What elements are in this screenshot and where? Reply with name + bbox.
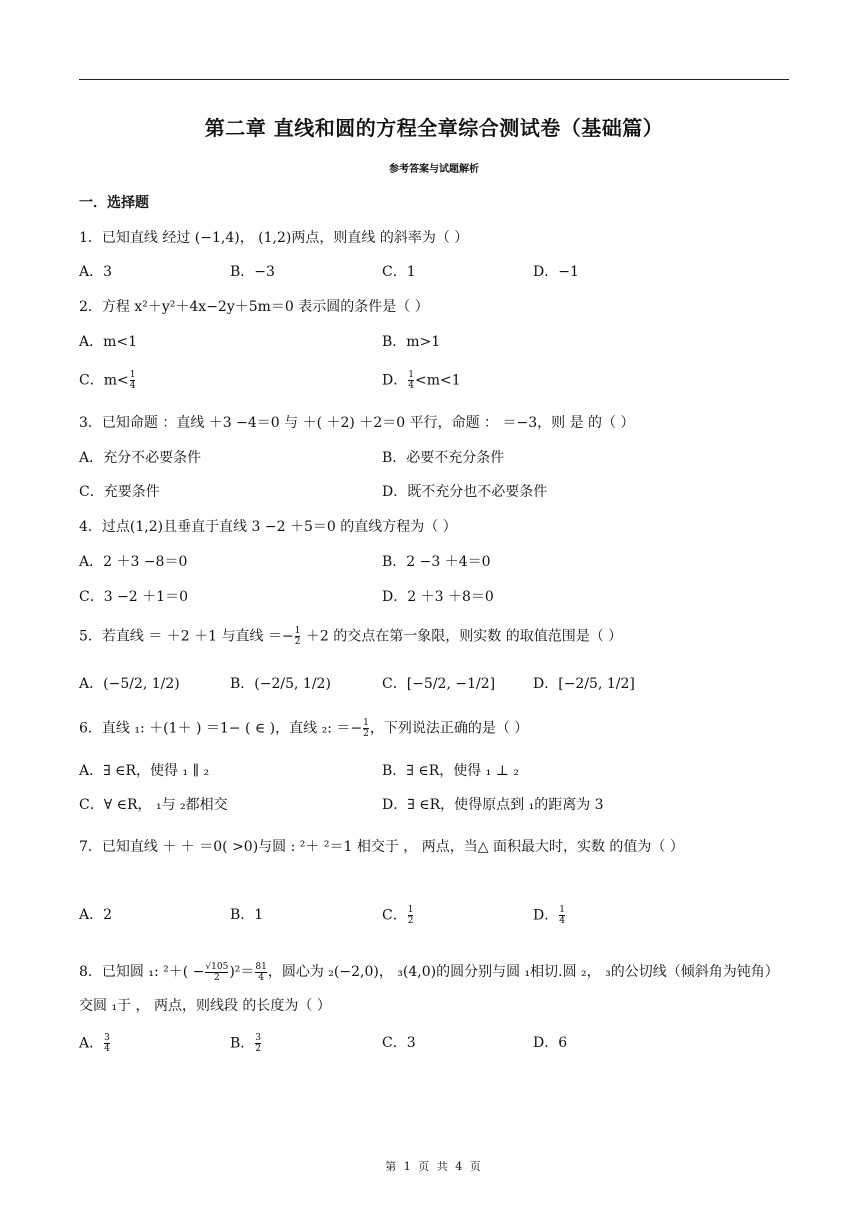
question-4: 4．过点(1,2)且垂直于直线 3 −2 ＋5＝0 的直线方程为（ ）	[79, 519, 457, 535]
q8-option-c: C．3	[382, 1035, 416, 1051]
header-rule	[79, 79, 789, 80]
page-title: 第二章 直线和圆的方程全章综合测试卷（基础篇）	[204, 116, 664, 140]
q5-option-a: A．(−5/2, 1/2)	[79, 676, 180, 692]
q4-option-c: C．3 −2 ＋1＝0	[79, 589, 188, 605]
q2-option-b: B．m>1	[382, 334, 441, 350]
question-8: 8．已知圆 ₁: ²＋( − $\frac{√105}{2}$ )²＝ $\frac{81}{4}$ ，圆心为 ₂(−2,0)， ₃(4,0)的圆分别与圆 ₁相切.圆 ₂， ₃的公切线（倾斜角为钝角）交圆 ₁于 ， 两点，则线段 的长度为（ ）	[79, 961, 779, 1014]
question-5: 5．若直线 ＝ ＋2 ＋1 与直线 ＝− $\frac{1}{2}$ ＋2 的交点在第一象限，则实数 的取值范围是（ ）	[79, 626, 623, 647]
q7-option-d: D． $\frac{1}{4}$	[533, 905, 565, 926]
fraction: $\frac{√105}{2}$	[205, 961, 229, 983]
q6-option-a: A．∃ ∈R，使得 ₁ ∥ ₂	[79, 763, 210, 779]
question-6: 6．直线 ₁: ＋(1＋ ) ＝1− ( ∈ )，直线 ₂: ＝− $\frac{1}{2}$ ，下列说法正确的是（ ）	[79, 718, 529, 739]
question-2: 2．方程 x²＋y²＋4x−2y＋5m＝0 表示圆的条件是（ ）	[79, 299, 429, 315]
page-subtitle: 参考答案与试题解析	[389, 164, 479, 175]
page-footer: 第 1 页 共 4 页	[385, 1160, 483, 1173]
q6-option-b: B．∃ ∈R，使得 ₁ ⊥ ₂	[382, 763, 519, 779]
q2-option-c: C．m< $\frac{1}{4}$	[79, 370, 136, 391]
fraction: $\frac{1}{4}$	[129, 370, 136, 391]
q4-option-d: D．2 ＋3 ＋8＝0	[382, 589, 494, 605]
q1-option-b: B．−3	[230, 264, 275, 280]
fraction: $\frac{1}{4}$	[559, 905, 565, 926]
q6-option-c: C．∀ ∈R， ₁与 ₂都相交	[79, 797, 228, 813]
q7-option-b: B．1	[230, 907, 264, 923]
q4-option-b: B．2 −3 ＋4＝0	[382, 554, 491, 570]
fraction: $\frac{3}{4}$	[104, 1033, 110, 1054]
q4-option-a: A．2 ＋3 −8＝0	[79, 554, 188, 570]
q8-option-d: D．6	[533, 1035, 568, 1051]
fraction: $\frac{1}{4}$	[408, 370, 414, 391]
q5-option-c: C．[−5/2, −1/2]	[382, 676, 496, 692]
fraction: $\frac{1}{2}$	[294, 626, 301, 647]
question-3: 3．已知命题 ：直线 ＋3 −4＝0 与 ＋( ＋2) ＋2＝0 平行，命题 ： ＝−3，则 是 的（ ）	[79, 415, 635, 431]
question-7: 7．已知直线 ＋ ＋ ＝0( >0)与圆 : ²＋ ²＝1 相交于 ， 两点，当△ 面积最大时，实数 的值为（ ）	[79, 839, 684, 855]
q1-option-c: C．1	[382, 264, 416, 280]
fraction: $\frac{81}{4}$	[255, 961, 267, 983]
question-1: 1．已知直线 经过 (−1,4)， (1,2)两点，则直线 的斜率为（ ）	[79, 230, 469, 246]
q7-option-a: A．2	[79, 907, 113, 923]
fraction: $\frac{1}{2}$	[407, 905, 414, 926]
q8-option-a: A． $\frac{3}{4}$	[79, 1033, 110, 1054]
q2-option-d: D． $\frac{1}{4}$ <m<1	[382, 370, 461, 391]
q8-option-b: B． $\frac{3}{2}$	[230, 1033, 262, 1054]
q6-option-d: D．∃ ∈R，使得原点到 ₁的距离为 3	[382, 797, 604, 813]
fraction: $\frac{3}{2}$	[255, 1033, 262, 1054]
fraction: $\frac{1}{2}$	[363, 718, 369, 739]
q3-option-b: B．必要不充分条件	[382, 450, 505, 466]
q3-option-a: A．充分不必要条件	[79, 450, 202, 466]
q5-option-b: B．(−2/5, 1/2)	[230, 676, 331, 692]
q1-option-a: A．3	[79, 264, 113, 280]
q3-option-d: D．既不充分也不必要条件	[382, 484, 548, 500]
q1-option-d: D．−1	[533, 264, 579, 280]
section-heading: 一．选择题	[79, 195, 149, 211]
q7-option-c: C． $\frac{1}{2}$	[382, 905, 414, 926]
q3-option-c: C．充要条件	[79, 484, 160, 500]
q2-option-a: A．m<1	[79, 334, 138, 350]
q5-option-d: D．[−2/5, 1/2]	[533, 676, 635, 692]
